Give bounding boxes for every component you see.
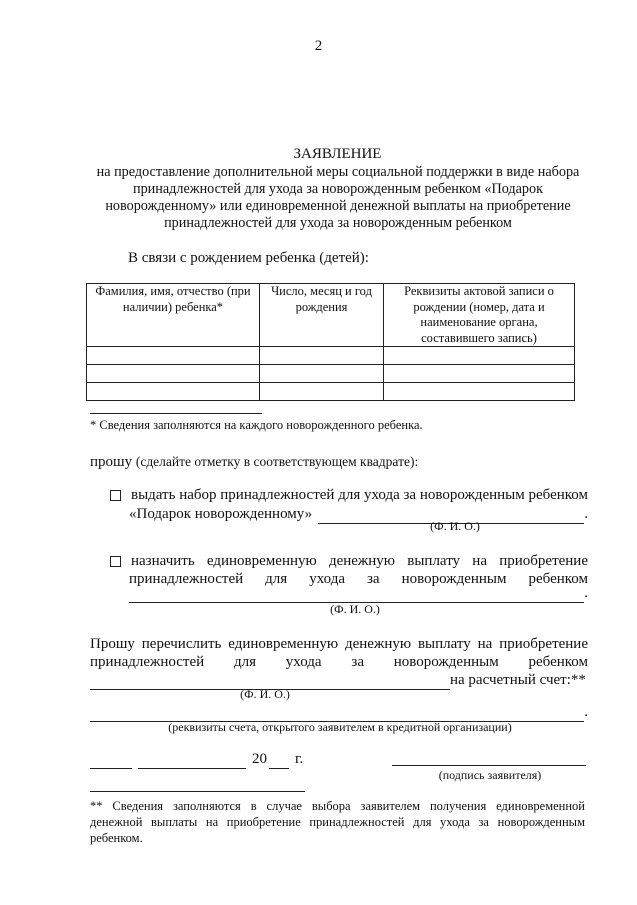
option-2-caption: (Ф. И. О.) (330, 602, 380, 616)
option-2-checkbox[interactable] (110, 556, 121, 567)
signature-field[interactable] (392, 750, 586, 766)
date-year-field[interactable] (269, 753, 289, 769)
option-1-line2-row: «Подарок новорожденному» . (129, 506, 588, 522)
transfer-fio-caption: (Ф. И. О.) (240, 687, 290, 701)
header-child-name: Фамилия, имя, отчество (при наличии) ребенка* (87, 284, 260, 347)
option-2 (110, 552, 588, 571)
option-1-line1: выдать набор принадлежностей для ухода за новорожденным ребенком (131, 487, 589, 503)
table-row (87, 347, 575, 365)
transfer-fio-row (90, 671, 588, 690)
request-note: (сделайте отметку в соответствующем квадрате): (135, 454, 419, 469)
option-1-line2: «Подарок новорожденному» (129, 506, 313, 522)
table-row (87, 365, 575, 383)
account-label: на расчетный счет:** (450, 672, 586, 688)
footnote-separator (90, 413, 262, 414)
request-line (90, 454, 418, 471)
option-1-caption: (Ф. И. О.) (430, 519, 480, 533)
account-caption: (реквизиты счета, открытого заявителем в кредитной организации) (168, 720, 512, 734)
footnote-2: ** Сведения заполняются в случае выбора заявителем получения единовременной денежной выплаты на приобретение принадлежностей для ухода за новорожденным ребенком. (90, 799, 585, 845)
header-birth-date: Число, месяц и год рождения (260, 284, 384, 347)
option-1 (110, 486, 588, 505)
table-row (87, 383, 575, 401)
cell-child-name[interactable] (87, 347, 260, 365)
cell-birth-record[interactable] (384, 347, 575, 365)
table-header-row (87, 284, 575, 347)
cell-birth-date[interactable] (260, 383, 384, 401)
date-year-suffix: г. (295, 751, 304, 767)
cell-birth-record[interactable] (384, 383, 575, 401)
request-word: прошу (90, 454, 133, 470)
cell-birth-date[interactable] (260, 365, 384, 383)
option-2-fio-row: . (129, 584, 588, 603)
option-1-checkbox[interactable] (110, 490, 121, 501)
cell-birth-date[interactable] (260, 347, 384, 365)
page-number: 2 (314, 38, 323, 54)
option-2-line1: назначить единовременную денежную выплату на приобретение (131, 553, 588, 569)
cell-child-name[interactable] (87, 383, 260, 401)
date-day-field[interactable] (90, 753, 132, 769)
date-year-prefix: 20 (252, 751, 267, 767)
option-2-line2: принадлежностей для ухода за новорожденным ребенком (129, 571, 588, 587)
date-month-field[interactable] (138, 753, 246, 769)
transfer-line1: Прошу перечислить единовременную денежную выплату на приобретение (90, 636, 588, 652)
cell-birth-record[interactable] (384, 365, 575, 383)
intro-text: В связи с рождением ребенка (детей): (128, 250, 369, 266)
cell-child-name[interactable] (87, 365, 260, 383)
footnote-1: * Сведения заполняются на каждого новорожденного ребенка. (90, 418, 423, 432)
option-2-fio-field[interactable] (129, 587, 584, 603)
header-birth-record: Реквизиты актовой записи о рождении (номер, дата и наименование органа, составившего запись) (384, 284, 575, 347)
account-row: . (90, 703, 588, 722)
transfer-line2: принадлежностей для ухода за новорожденным ребенком (90, 654, 588, 670)
children-table (86, 283, 575, 401)
footnote-separator-2 (90, 791, 305, 792)
document-title: ЗАЯВЛЕНИЕ (293, 146, 382, 162)
document-subtitle: на предоставление дополнительной меры социальной поддержки в виде набора принадлежностей для ухода за новорожденным ребенком «Подарок новорожденному» или единовременной денежной выплаты на приобретение принадлежностей для ухода за новорожденным ребенком (96, 164, 580, 231)
signature-caption: (подпись заявителя) (438, 768, 542, 782)
date-row (90, 750, 303, 769)
